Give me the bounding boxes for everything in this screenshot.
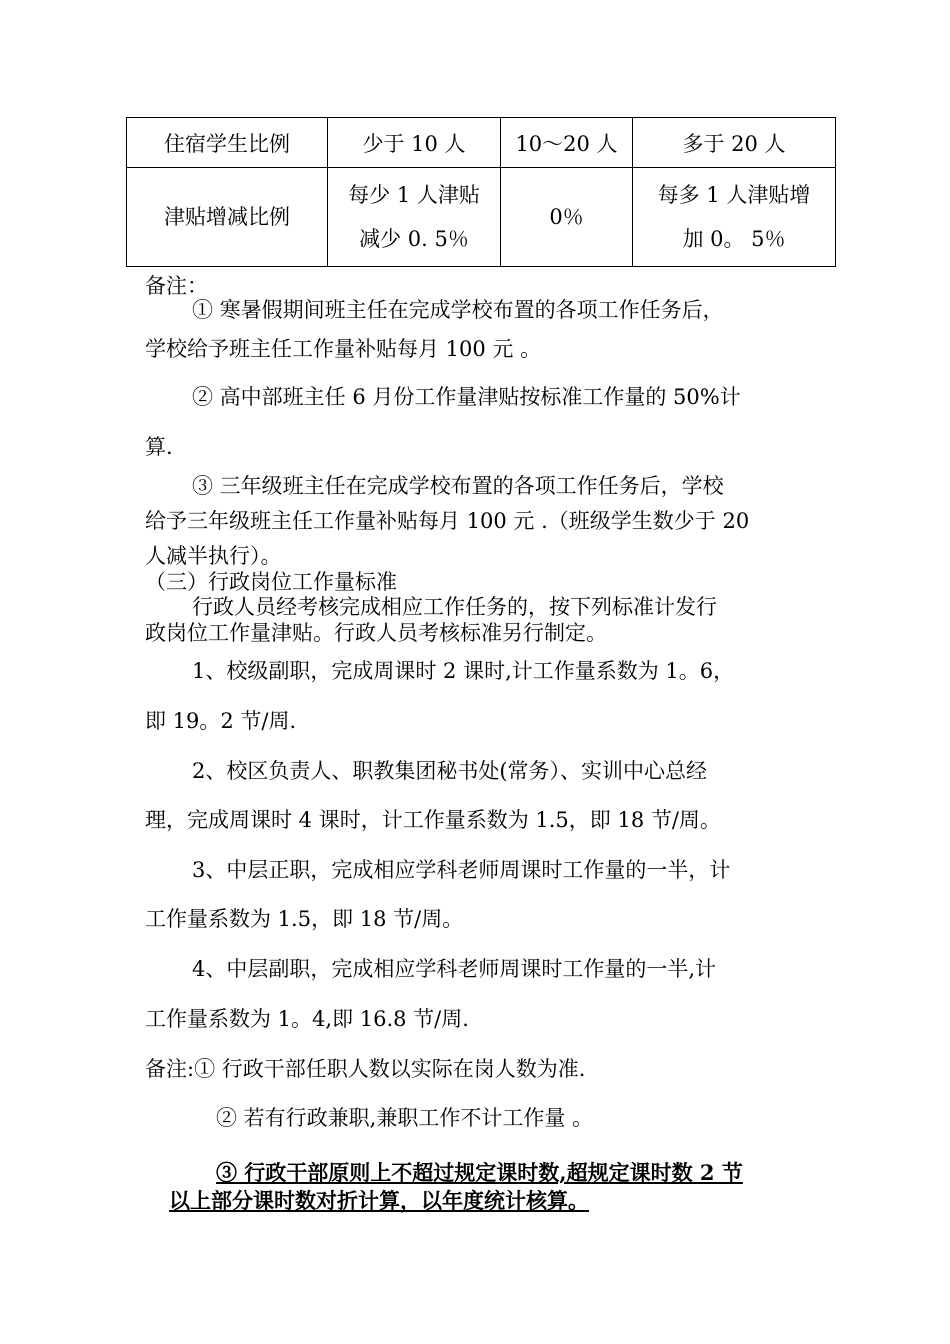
table-cell: 少于 10 人: [328, 118, 501, 168]
table-cell: 10～20 人: [501, 118, 633, 168]
table-cell: 津贴增减比例: [127, 168, 328, 267]
table-cell: 住宿学生比例: [127, 118, 328, 168]
paragraph: 政岗位工作量津贴。行政人员考核标准另行制定。: [145, 621, 607, 645]
table-row: [127, 168, 836, 267]
note-item: 学校给予班主任工作量补贴每月 100 元 。: [145, 337, 542, 361]
paragraph: 4、中层副职，完成相应学科老师周课时工作量的一半,计: [192, 957, 717, 981]
note-item: ① 寒暑假期间班主任在完成学校布置的各项工作任务后，: [192, 298, 724, 322]
paragraph: 1、校级副职，完成周课时 2 课时,计工作量系数为 1。6，: [192, 659, 735, 683]
note-item: 备注:① 行政干部任职人数以实际在岗人数为准.: [145, 1057, 586, 1081]
note-heading: 备注：: [145, 274, 208, 298]
note-item: 给予三年级班主任工作量补贴每月 100 元 .（班级学生数少于 20: [145, 509, 750, 533]
paragraph: 3、中层正职，完成相应学科老师周课时工作量的一半，计: [192, 858, 731, 882]
paragraph: 即 19。2 节/周.: [145, 709, 297, 733]
note-item-emphasis: ③ 行政干部原则上不超过规定课时数,超规定课时数 2 节: [216, 1160, 743, 1185]
note-item: 人减半执行）。: [145, 544, 282, 568]
table-cell: [328, 168, 501, 267]
paragraph: 工作量系数为 1.5，即 18 节/周。: [145, 907, 464, 931]
note-item: ② 若有行政兼职,兼职工作不计工作量 。: [216, 1106, 594, 1130]
paragraph: 2、校区负责人、职教集团秘书处(常务）、实训中心总经: [192, 759, 708, 783]
section-title: （三）行政岗位工作量标准: [145, 570, 397, 594]
paragraph: 工作量系数为 1。4,即 16.8 节/周.: [145, 1007, 469, 1031]
note-item-emphasis: 以上部分课时数对折计算，以年度统计核算。: [169, 1188, 589, 1213]
table-cell: 0％: [501, 168, 633, 267]
table-cell: [633, 168, 836, 267]
table-cell: 多于 20 人: [633, 118, 836, 168]
boarding-allowance-table: [126, 117, 836, 267]
paragraph: 行政人员经考核完成相应工作任务的，按下列标准计发行: [192, 595, 717, 619]
paragraph: 理，完成周课时 4 课时，计工作量系数为 1.5，即 18 节/周。: [145, 808, 721, 832]
note-item: 算.: [145, 435, 173, 459]
cell-line: 每多 1 人津贴增: [657, 183, 811, 207]
cell-line: 减少 0. 5％: [359, 227, 469, 251]
table-row: [127, 118, 836, 168]
note-item: ② 高中部班主任 6 月份工作量津贴按标准工作量的 50%计: [192, 385, 741, 409]
note-item: ③ 三年级班主任在完成学校布置的各项工作任务后，学校: [192, 474, 724, 498]
cell-line: 每少 1 人津贴: [348, 183, 480, 207]
cell-line: 加 0。 5％: [682, 227, 786, 251]
